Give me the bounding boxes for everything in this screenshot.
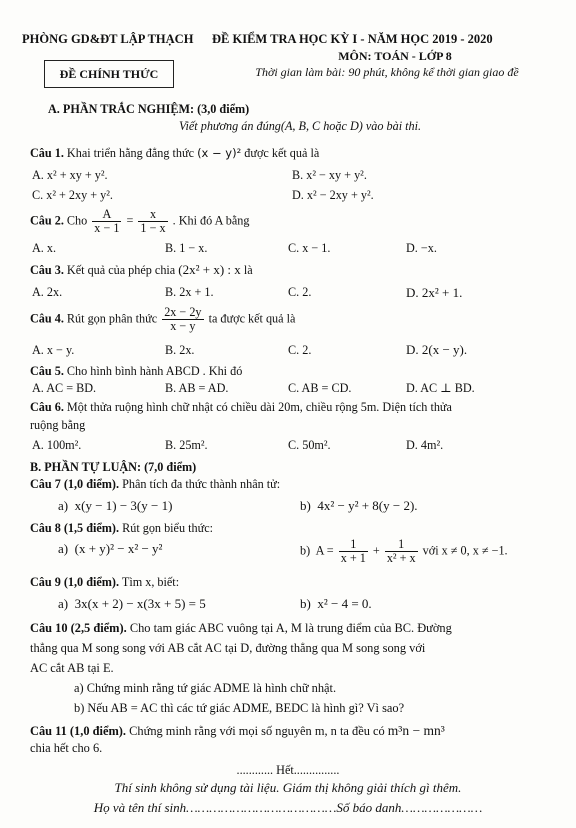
question-text: Rút gọn phân thức <box>66 311 158 326</box>
question-5 <box>30 364 242 379</box>
math-expr: x(y − 1) − 3(y − 1) <box>74 498 173 513</box>
question-text: Cho <box>66 213 88 228</box>
question-label: Câu 3. <box>30 263 64 277</box>
official-label: ĐỀ CHÍNH THỨC <box>59 67 159 81</box>
denominator: x − 1 <box>94 221 120 235</box>
q7-part-b <box>300 498 418 514</box>
q8-part-b <box>300 538 508 565</box>
answer-b: B. 2x + 1. <box>165 285 214 299</box>
math-expr: 4x² − y² + 8(y − 2). <box>317 498 418 513</box>
question-text: Cho hình bình hành ABCD . Khi đó <box>66 364 243 378</box>
part-a-instruction: Viết phương án đúng(A, B, C hoặc D) vào bài thi. <box>178 119 422 133</box>
question-1 <box>30 146 319 161</box>
question-text: ta được kết quả là <box>208 311 296 326</box>
question-label: Câu 1. <box>30 146 64 160</box>
part-label: a) <box>58 541 69 556</box>
answer-a: A. x. <box>32 241 57 255</box>
answer-a: A. AC = BD. <box>32 381 97 395</box>
answer-d: D. AC ⊥ BD. <box>406 381 475 395</box>
q9-part-a <box>58 596 206 612</box>
numerator: x <box>138 208 167 222</box>
math-expr: A = <box>315 543 334 558</box>
part-label: b) <box>300 596 311 611</box>
math-expr: (x + y)² − x² − y² <box>74 541 163 556</box>
question-text: Một thửa ruộng hình chữ nhật có chiều dài 20m, chiều rộng 5m. Diện tích thửa <box>66 400 452 414</box>
question-10 <box>30 621 452 636</box>
question-text: Phân tích đa thức thành nhân tử: <box>122 477 281 491</box>
denominator: x² + x <box>386 551 416 565</box>
official-stamp-box <box>44 60 174 88</box>
part-label: a) <box>58 498 69 513</box>
question-text: Cho tam giác ABC vuông tại A, M là trung điểm của BC. Đường <box>129 621 452 635</box>
question-label: Câu 11 (1,0 điểm). <box>30 724 127 738</box>
q10-part-b: b) Nếu AB = AC thì các tứ giác ADME, BEDC là hình gì? Vì sao? <box>74 701 405 715</box>
question-3 <box>30 262 253 278</box>
part-label: b) <box>300 498 311 513</box>
question-label: Câu 4. <box>30 311 64 326</box>
answer-b: B. 25m². <box>165 438 208 452</box>
part-a-title: A. PHẦN TRẮC NGHIỆM: (3,0 điểm) <box>48 102 250 116</box>
q8-part-a <box>58 541 162 557</box>
answer-d: D. x² − 2xy + y². <box>292 188 374 202</box>
question-label: Câu 7 (1,0 điểm). <box>30 477 120 491</box>
end-marker: ............ Hết............... <box>236 763 340 777</box>
math-expr: (2x² + x) : x <box>178 262 241 277</box>
numerator: 1 <box>339 538 368 552</box>
denominator: 1 − x <box>140 221 166 235</box>
question-text: Tìm x, biết: <box>121 575 180 589</box>
answer-d: D. −x. <box>406 241 437 255</box>
department-name: PHÒNG GD&ĐT LẬP THẠCH <box>22 32 194 46</box>
question-11 <box>30 723 445 739</box>
q10-part-a: a) Chứng minh rằng tứ giác ADME là hình chữ nhật. <box>74 681 337 695</box>
question-2 <box>30 208 249 235</box>
answer-b: B. 1 − x. <box>165 241 208 255</box>
question-text: Khai triển hằng đẳng thức <box>66 146 195 160</box>
candidate-info: Họ và tên thí sinh…………………………………Số báo danh………………… <box>93 800 483 815</box>
math-expr: 3x(x + 2) − x(3x + 5) = 5 <box>74 596 206 611</box>
question-label: Câu 9 (1,0 điểm). <box>30 575 120 589</box>
answer-a: A. x − y. <box>32 343 75 357</box>
q9-part-b <box>300 596 372 612</box>
answer-a: A. x² + xy + y². <box>32 168 108 182</box>
answer-b: B. AB = AD. <box>165 381 229 395</box>
part-label: a) <box>58 596 69 611</box>
answer-b: B. x² − xy + y². <box>292 168 367 182</box>
numerator: A <box>92 208 121 222</box>
question-7 <box>30 477 280 492</box>
question-label: Câu 5. <box>30 364 64 378</box>
answer-c: C. 2. <box>288 285 312 299</box>
answer-d: D. 2x² + 1. <box>406 285 463 300</box>
fraction <box>385 538 418 565</box>
question-label: Câu 2. <box>30 213 64 228</box>
answer-c: C. 2. <box>288 343 312 357</box>
question-text: . Khi đó A bằng <box>172 213 250 228</box>
numerator: 1 <box>385 538 418 552</box>
question-11-line-2: chia hết cho 6. <box>30 741 103 755</box>
condition-text: với x ≠ 0, x ≠ −1. <box>422 543 508 558</box>
equals-sign: = <box>126 213 134 228</box>
answer-c: C. AB = CD. <box>288 381 352 395</box>
question-text: Kết quả của phép chia <box>66 263 176 277</box>
fraction <box>92 208 121 235</box>
denominator: x − y <box>170 319 196 333</box>
answer-c: C. x² + 2xy + y². <box>32 188 113 202</box>
question-label: Câu 10 (2,5 điểm). <box>30 621 127 635</box>
q7-part-a <box>58 498 172 514</box>
question-text: là <box>243 263 253 277</box>
answer-d: D. 2(x − y). <box>406 342 468 357</box>
math-expr: x² − 4 = 0. <box>317 596 372 611</box>
math-expr: (x − y)² <box>197 146 242 160</box>
exam-title: ĐỀ KIỂM TRA HỌC KỲ I - NĂM HỌC 2019 - 2020 <box>212 32 493 46</box>
subject-line: MÔN: TOÁN - LỚP 8 <box>338 49 452 63</box>
math-expr: m³n − mn³ <box>387 723 445 738</box>
question-9 <box>30 575 179 590</box>
question-10-line-2: thẳng qua M song song với AB cắt AC tại D, đường thẳng qua M song song với <box>30 641 426 655</box>
question-text: Chứng minh rằng với mọi số nguyên m, n ta đều có <box>129 724 385 738</box>
answer-a: A. 100m². <box>32 438 82 452</box>
plus-sign: + <box>372 543 380 558</box>
answer-b: B. 2x. <box>165 343 195 357</box>
answer-c: C. 50m². <box>288 438 331 452</box>
answer-d: D. 4m². <box>406 438 444 452</box>
part-b-title: B. PHẦN TỰ LUẬN: (7,0 điểm) <box>30 460 197 474</box>
question-label: Câu 8 (1,5 điểm). <box>30 521 120 535</box>
time-line: Thời gian làm bài: 90 phút, không kể thời gian giao đề <box>255 65 519 79</box>
fraction <box>162 306 203 333</box>
question-10-line-3: AC cắt AB tại E. <box>30 661 114 675</box>
footer-note: Thí sinh không sử dụng tài liệu. Giám thị không giải thích gì thêm. <box>114 780 462 795</box>
question-label: Câu 6. <box>30 400 64 414</box>
part-label: b) <box>300 543 311 558</box>
answer-c: C. x − 1. <box>288 241 331 255</box>
question-8 <box>30 521 213 536</box>
question-4 <box>30 306 295 333</box>
answer-a: A. 2x. <box>32 285 63 299</box>
question-text: Rút gọn biểu thức: <box>122 521 213 535</box>
denominator: x + 1 <box>340 551 366 565</box>
question-6 <box>30 400 452 415</box>
fraction <box>339 538 368 565</box>
fraction <box>138 208 167 235</box>
numerator: 2x − 2y <box>164 305 202 319</box>
question-text: được kết quả là <box>244 146 320 160</box>
question-6-cont: ruộng bằng <box>30 418 86 432</box>
